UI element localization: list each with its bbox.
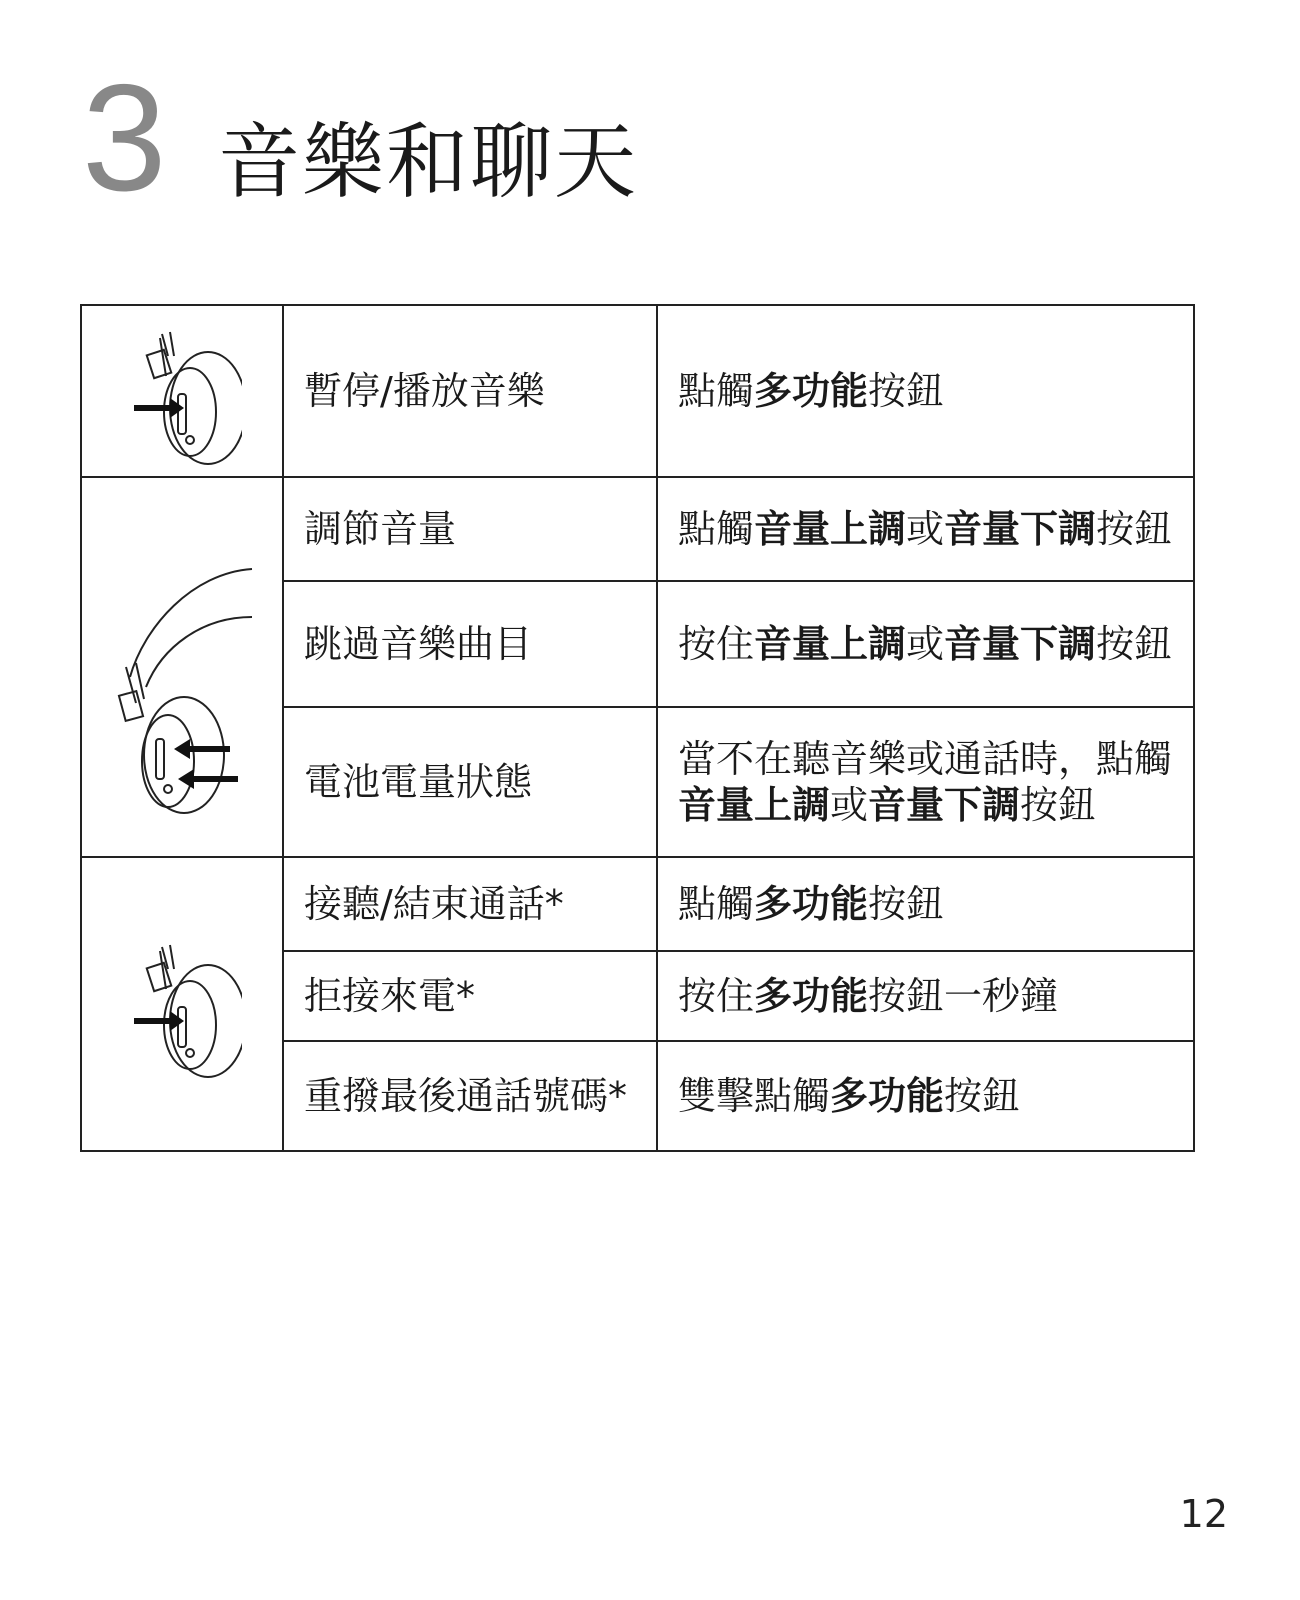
chapter-title: 音樂和聊天	[218, 115, 639, 210]
action-text: 調節音量	[304, 507, 457, 551]
table-row	[81, 477, 1194, 581]
button-name: 音量下調	[868, 783, 1021, 827]
method-cell	[657, 477, 1194, 581]
text-segment: 按鈕一秒鐘	[868, 974, 1059, 1018]
text-segment: 點觸	[678, 882, 755, 926]
method-cell	[657, 581, 1194, 707]
chapter-number: 3	[82, 53, 167, 223]
text-segment: 按住	[678, 622, 755, 666]
action-text: 拒接來電*	[304, 974, 476, 1018]
text-segment: 當不在聽音樂或通話時，點觸	[678, 737, 1173, 781]
button-name: 多功能	[754, 369, 869, 413]
text-segment: 按鈕	[1096, 507, 1173, 551]
button-name: 音量上調	[754, 507, 907, 551]
button-name: 多功能	[754, 882, 869, 926]
table-row	[81, 857, 1194, 951]
action-cell	[283, 951, 657, 1041]
text-segment: 點觸	[678, 507, 755, 551]
method-cell	[657, 1041, 1194, 1151]
text-segment: 按鈕	[944, 1074, 1021, 1118]
action-text: 接聽/結束通話*	[304, 882, 564, 926]
method-text	[678, 974, 1058, 1018]
controls-table	[80, 304, 1195, 1152]
text-segment: 按鈕	[1020, 783, 1097, 827]
page-number: 12	[1179, 1492, 1228, 1536]
action-cell	[283, 305, 657, 477]
method-text	[678, 369, 944, 413]
text-segment: 或	[830, 783, 869, 827]
headphone-multifunction-illustration-cell	[81, 305, 283, 477]
text-segment: 按鈕	[868, 369, 945, 413]
button-name: 音量上調	[678, 783, 831, 827]
text-segment: 點觸	[678, 369, 755, 413]
button-name: 多功能	[754, 974, 869, 1018]
method-text	[678, 1074, 1020, 1118]
action-cell	[283, 707, 657, 857]
button-name: 音量上調	[754, 622, 907, 666]
headphone-multifunction-button-illustration	[122, 316, 242, 466]
text-segment: 按鈕	[868, 882, 945, 926]
action-cell	[283, 857, 657, 951]
button-name: 音量下調	[944, 622, 1097, 666]
action-cell	[283, 1041, 657, 1151]
method-cell	[657, 707, 1194, 857]
button-name: 音量下調	[944, 507, 1097, 551]
text-segment: 按鈕	[1096, 622, 1173, 666]
method-text	[678, 622, 1172, 666]
action-text: 跳過音樂曲目	[304, 622, 533, 666]
headphone-call-illustration-cell	[81, 857, 283, 1151]
method-text	[678, 882, 944, 926]
action-text: 電池電量狀態	[304, 760, 533, 804]
action-cell	[283, 477, 657, 581]
text-segment: 或	[906, 507, 945, 551]
action-text: 暫停/播放音樂	[304, 369, 545, 413]
button-name: 多功能	[830, 1074, 945, 1118]
headphone-volume-buttons-illustration	[102, 517, 262, 817]
method-text	[678, 737, 1172, 827]
method-cell	[657, 951, 1194, 1041]
method-cell	[657, 305, 1194, 477]
headphone-multifunction-button-illustration	[122, 929, 242, 1079]
text-segment: 或	[906, 622, 945, 666]
action-cell	[283, 581, 657, 707]
method-text	[678, 507, 1172, 551]
headphone-volume-illustration-cell	[81, 477, 283, 857]
action-text: 重撥最後通話號碼*	[304, 1074, 628, 1118]
method-cell	[657, 857, 1194, 951]
table-row	[81, 305, 1194, 477]
text-segment: 雙擊點觸	[678, 1074, 831, 1118]
text-segment: 按住	[678, 974, 755, 1018]
